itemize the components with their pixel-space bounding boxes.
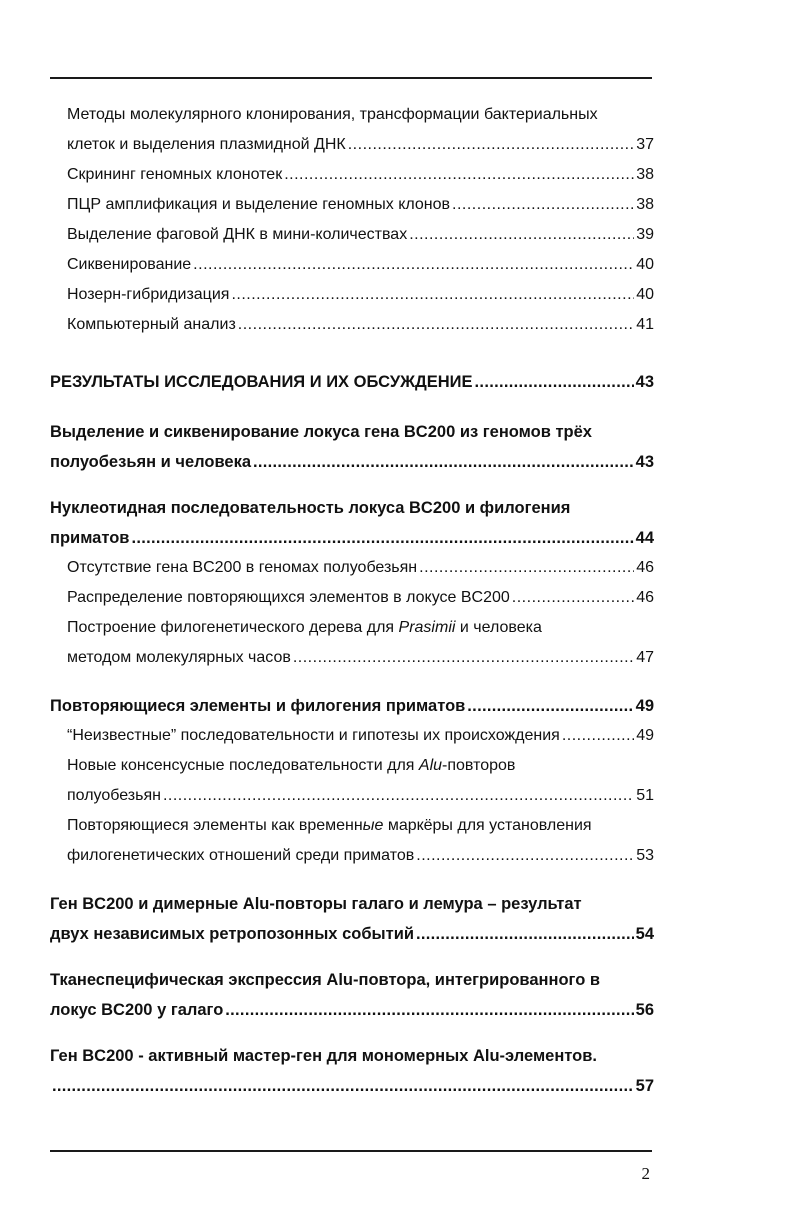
dot-leader xyxy=(238,312,634,338)
toc-entry-title: филогенетических отношений среди приматов xyxy=(67,847,415,864)
toc-entry-page: 56 xyxy=(635,1001,654,1019)
toc-entry-title: Нозерн-гибридизация xyxy=(67,286,230,303)
dot-leader xyxy=(467,693,633,719)
dot-leader xyxy=(416,843,634,869)
dot-leader xyxy=(52,1073,634,1099)
toc-entry-title: Методы молекулярного клонирования, трансформации бактериальных xyxy=(67,106,598,123)
toc-entry[interactable] xyxy=(50,1043,654,1069)
toc-entry[interactable] xyxy=(67,312,654,338)
toc-entry-page: 49 xyxy=(636,727,654,744)
toc-entry-title: Выделение и сиквенирование локуса гена BC200 из геномов трёх xyxy=(50,423,592,441)
toc-entry[interactable] xyxy=(67,615,654,641)
toc-entry[interactable] xyxy=(67,645,654,671)
dot-leader xyxy=(284,162,634,188)
toc-entry-page: 38 xyxy=(636,166,654,183)
toc-entry-page: 43 xyxy=(635,453,654,471)
page-number: 2 xyxy=(641,1164,650,1183)
toc-entry-page: 40 xyxy=(636,256,654,273)
dot-leader xyxy=(193,252,634,278)
dot-leader xyxy=(131,525,633,551)
toc-entry[interactable] xyxy=(67,192,654,218)
toc-entry-title: полуобезьян xyxy=(67,787,161,804)
toc-entry[interactable] xyxy=(67,222,654,248)
dot-leader xyxy=(452,192,634,218)
toc-entry-page: 40 xyxy=(636,286,654,303)
toc-entry[interactable] xyxy=(67,843,654,869)
toc-entry[interactable] xyxy=(67,102,654,128)
toc-entry-page: 39 xyxy=(636,226,654,243)
dot-leader xyxy=(562,723,634,749)
toc-entry-title: двух независимых ретропозонных событий xyxy=(50,925,414,943)
toc-entry-title: ПЦР амплификация и выделение геномных клонов xyxy=(67,196,451,213)
toc-entry[interactable] xyxy=(50,921,654,947)
toc-entry-title: Скрининг геномных клонотек xyxy=(67,166,283,183)
toc-entry-title: Ген BC200 и димерные Alu-повторы галаго и лемура – результат xyxy=(50,895,582,913)
toc-entry-title: Нуклеотидная последовательность локуса BC200 и филогения xyxy=(50,499,571,517)
toc-entry-page: 46 xyxy=(636,559,654,576)
toc-entry[interactable] xyxy=(67,252,654,278)
dot-leader xyxy=(416,921,634,947)
toc-entry[interactable] xyxy=(67,555,654,581)
toc-entry-title: Повторяющиеся элементы как временные маркёры для установления xyxy=(67,817,592,834)
toc-entry[interactable] xyxy=(67,813,654,839)
toc-entry-title: клеток и выделения плазмидной ДНК xyxy=(67,136,346,153)
toc-entry-title: Распределение повторяющихся элементов в локусе BC200 xyxy=(67,589,510,606)
italic-term: Prasimii xyxy=(398,619,456,636)
toc-entry-page: 46 xyxy=(636,589,654,606)
toc-entry-page: 37 xyxy=(636,136,654,153)
toc-entry-page: 41 xyxy=(636,316,654,333)
toc-entry-title: Компьютерный анализ xyxy=(67,316,236,333)
toc-entry[interactable] xyxy=(50,495,654,521)
dot-leader xyxy=(475,369,634,395)
toc-entry-page: 51 xyxy=(636,787,654,804)
dot-leader xyxy=(419,555,634,581)
dot-leader xyxy=(409,222,634,248)
toc-entry-page: 57 xyxy=(635,1077,654,1095)
dot-leader xyxy=(512,585,634,611)
toc-entry-title: методом молекулярных часов xyxy=(67,649,291,666)
toc-entry-title: Построение филогенетического дерева для Prasimii и человека xyxy=(67,619,542,636)
toc-entry-page: 54 xyxy=(635,925,654,943)
toc-entry-title: Сиквенирование xyxy=(67,256,192,273)
toc-entry[interactable] xyxy=(67,282,654,308)
toc-entry[interactable] xyxy=(50,419,654,445)
italic-term: Alu xyxy=(418,757,443,774)
toc-entry[interactable] xyxy=(67,162,654,188)
toc-entry-title: Новые консенсусные последовательности для Alu-повторов xyxy=(67,757,516,774)
toc-entry-title: локус BC200 у галаго xyxy=(50,1001,224,1019)
italic-term: ые xyxy=(362,817,384,834)
toc-entry[interactable] xyxy=(67,585,654,611)
dot-leader xyxy=(293,645,634,671)
dot-leader xyxy=(253,449,634,475)
toc-entry[interactable] xyxy=(50,997,654,1023)
toc-entry[interactable] xyxy=(67,783,654,809)
dot-leader xyxy=(225,997,633,1023)
toc-entry[interactable] xyxy=(50,525,654,551)
toc-entry-page: 53 xyxy=(636,847,654,864)
toc-entry-page: 38 xyxy=(636,196,654,213)
toc-entry-title: “Неизвестные” последовательности и гипотезы их происхождения xyxy=(67,727,560,744)
toc-entry-title: РЕЗУЛЬТАТЫ ИССЛЕДОВАНИЯ И ИХ ОБСУЖДЕНИЕ xyxy=(50,373,473,391)
toc-entry[interactable] xyxy=(67,723,654,749)
toc-entry[interactable] xyxy=(50,967,654,993)
dot-leader xyxy=(163,783,634,809)
footer-rule xyxy=(50,1150,652,1152)
toc-entry-title: приматов xyxy=(50,529,130,547)
toc-entry[interactable] xyxy=(50,449,654,475)
toc-entry-page: 43 xyxy=(635,373,654,391)
toc-entry-title: полуобезьян и человека xyxy=(50,453,251,471)
toc-entry[interactable] xyxy=(50,1073,654,1099)
dot-leader xyxy=(348,132,634,158)
toc-entry[interactable] xyxy=(67,753,654,779)
header-rule xyxy=(50,77,652,79)
toc-entry-page: 44 xyxy=(635,529,654,547)
toc-entry-title: Отсутствие гена BC200 в геномах полуобезьян xyxy=(67,559,418,576)
toc-entry-title: Тканеспецифическая экспрессия Alu-повтора, интегрированного в xyxy=(50,971,601,989)
toc-entry[interactable] xyxy=(50,891,654,917)
toc-entry-page: 47 xyxy=(636,649,654,666)
toc-entry-title: Ген BC200 - активный мастер-ген для мономерных Alu-элементов. xyxy=(50,1047,597,1065)
toc-entry[interactable] xyxy=(50,693,654,719)
dot-leader xyxy=(231,282,634,308)
toc-entry[interactable] xyxy=(67,132,654,158)
toc-section-heading[interactable] xyxy=(50,369,654,395)
toc-entry-title: Повторяющиеся элементы и филогения приматов xyxy=(50,697,466,715)
toc-entry-title: Выделение фаговой ДНК в мини-количествах xyxy=(67,226,408,243)
toc-entry-page: 49 xyxy=(635,697,654,715)
